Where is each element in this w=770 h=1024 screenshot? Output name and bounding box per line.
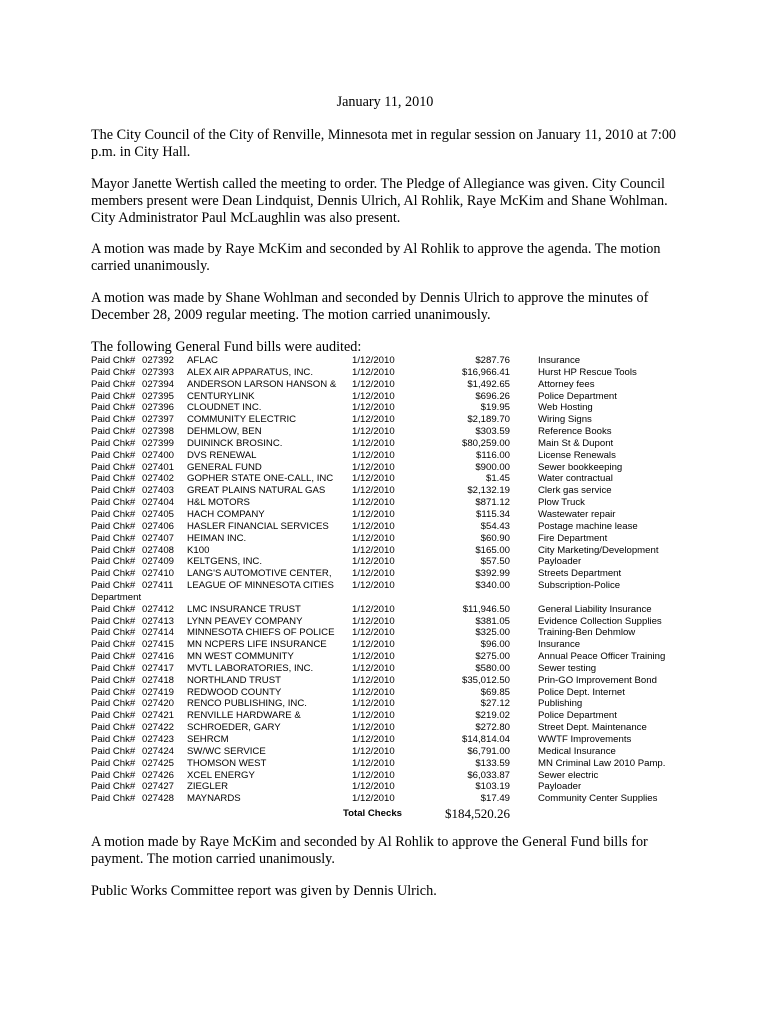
check-description: Streets Department — [538, 568, 622, 580]
check-description: WWTF Improvements — [538, 734, 632, 745]
check-label: Paid Chk# — [91, 615, 136, 627]
table-row — [91, 473, 701, 485]
check-amount: $325.00 — [475, 627, 510, 639]
check-description: Evidence Collection Supplies — [538, 615, 662, 627]
check-description: License Renewals — [538, 449, 616, 461]
check-amount: $57.50 — [480, 556, 510, 568]
check-label: Paid Chk# — [91, 414, 136, 426]
check-amount: $340.00 — [475, 580, 510, 592]
check-number: 027426 — [142, 769, 175, 781]
check-amount: $27.12 — [480, 698, 510, 710]
check-date: 1/12/2010 — [352, 639, 395, 651]
check-amount: $272.80 — [475, 722, 510, 734]
check-date: 1/12/2010 — [352, 603, 395, 615]
vendor-name: MAYNARDS — [187, 793, 241, 805]
check-label: Paid Chk# — [91, 556, 136, 568]
vendor-name: RENCO PUBLISHING, INC. — [187, 698, 307, 710]
check-amount: $900.00 — [475, 461, 510, 473]
check-label: Paid Chk# — [91, 508, 136, 520]
check-number: 027415 — [142, 639, 175, 651]
vendor-name: MVTL LABORATORIES, INC. — [187, 662, 314, 674]
check-date: 1/12/2010 — [352, 485, 395, 497]
check-label: Paid Chk# — [91, 580, 136, 592]
check-date: 1/12/2010 — [352, 698, 395, 710]
vendor-name: SEHRCM — [187, 734, 229, 745]
check-number: 027405 — [142, 508, 175, 520]
check-number: 027402 — [142, 473, 175, 485]
check-date: 1/12/2010 — [352, 745, 395, 757]
check-number: 027411 — [142, 580, 174, 592]
vendor-name: GOPHER STATE ONE-CALL, INC — [187, 473, 334, 485]
check-description: Insurance — [538, 355, 581, 366]
check-amount: $96.00 — [480, 639, 510, 651]
vendor-name: CENTURYLINK — [187, 390, 255, 402]
check-amount: $165.00 — [475, 544, 510, 556]
table-row — [91, 687, 701, 699]
check-number: 027424 — [142, 745, 175, 757]
check-description: Publishing — [538, 698, 583, 710]
table-row — [91, 793, 701, 805]
check-date: 1/12/2010 — [352, 686, 395, 698]
check-date: 1/12/2010 — [352, 390, 395, 402]
check-description: City Marketing/Development — [538, 544, 659, 556]
check-number: 027427 — [142, 781, 175, 793]
check-description: Subscription-Police — [538, 580, 621, 592]
vendor-name: HEIMAN INC. — [187, 532, 247, 544]
check-description: Web Hosting — [538, 402, 593, 414]
vendor-name: ZIEGLER — [187, 781, 229, 793]
check-number: 027410 — [142, 568, 175, 580]
vendor-name: HACH COMPANY — [187, 508, 265, 520]
check-label: Paid Chk# — [91, 757, 136, 769]
check-date: 1/12/2010 — [352, 426, 395, 438]
check-description: Prin-GO Improvement Bond — [538, 674, 657, 686]
check-date: 1/12/2010 — [352, 580, 395, 592]
check-number: 027423 — [142, 734, 175, 745]
vendor-name: COMMUNITY ELECTRIC — [187, 414, 297, 426]
check-number: 027428 — [142, 793, 175, 805]
table-row — [91, 485, 701, 497]
check-number: 027420 — [142, 698, 175, 710]
check-amount: $1,492.65 — [467, 378, 510, 390]
check-date: 1/12/2010 — [352, 355, 395, 366]
check-amount: $303.59 — [475, 426, 510, 438]
check-date: 1/12/2010 — [352, 674, 395, 686]
check-date: 1/12/2010 — [352, 769, 395, 781]
vendor-name: LANG'S AUTOMOTIVE CENTER, — [187, 568, 332, 580]
check-description: MN Criminal Law 2010 Pamp. — [538, 757, 666, 769]
vendor-name: DVS RENEWAL — [187, 449, 257, 461]
check-number: 027404 — [142, 497, 175, 509]
department-wrap-text: Department — [91, 591, 142, 603]
check-description: Attorney fees — [538, 378, 595, 390]
check-date: 1/12/2010 — [352, 449, 395, 461]
table-row — [91, 746, 701, 758]
check-date: 1/12/2010 — [352, 414, 395, 426]
bills-rows-group-a — [91, 355, 701, 592]
check-number: 027400 — [142, 449, 175, 461]
table-row — [91, 545, 701, 557]
check-amount: $2,132.19 — [467, 485, 510, 497]
check-label: Paid Chk# — [91, 461, 136, 473]
check-date: 1/12/2010 — [352, 568, 395, 580]
bills-approval-paragraph: A motion made by Raye McKim and seconded by Al Rohlik to approve the General Fund bills for payment. The motion carried unanimously. — [91, 834, 648, 867]
check-amount: $275.00 — [475, 651, 510, 663]
table-row — [91, 367, 701, 379]
check-description: Community Center Supplies — [538, 793, 658, 805]
check-label: Paid Chk# — [91, 568, 136, 580]
check-label: Paid Chk# — [91, 390, 136, 402]
check-description: Payloader — [538, 556, 582, 568]
check-number: 027422 — [142, 722, 175, 734]
check-label: Paid Chk# — [91, 627, 136, 639]
vendor-name: K100 — [187, 544, 210, 556]
table-row — [91, 710, 701, 722]
table-row — [91, 758, 701, 770]
check-date: 1/12/2010 — [352, 378, 395, 390]
check-description: General Liability Insurance — [538, 603, 652, 615]
check-date: 1/12/2010 — [352, 520, 395, 532]
check-description: Medical Insurance — [538, 745, 616, 757]
check-description: Sewer testing — [538, 662, 597, 674]
check-amount: $871.12 — [475, 497, 510, 509]
opening-paragraph: The City Council of the City of Renville, Minnesota met in regular session on January 11, 2010 at 7:00 p.m. in City Hall. — [91, 127, 677, 160]
check-description: Sewer electric — [538, 769, 599, 781]
check-amount: $35,012.50 — [461, 674, 510, 686]
check-description: Payloader — [538, 781, 582, 793]
check-number: 027425 — [142, 757, 175, 769]
check-amount: $103.19 — [475, 781, 510, 793]
table-row — [91, 734, 701, 746]
vendor-name: DEHMLOW, BEN — [187, 426, 262, 438]
vendor-name: MN NCPERS LIFE INSURANCE — [187, 639, 327, 651]
vendor-name: LMC INSURANCE TRUST — [187, 603, 301, 615]
vendor-name: SCHROEDER, GARY — [187, 722, 281, 734]
check-description: Insurance — [538, 639, 581, 651]
check-number: 027403 — [142, 485, 175, 497]
check-amount: $116.00 — [476, 449, 510, 461]
check-description: Sewer bookkeeping — [538, 461, 623, 473]
table-row — [91, 568, 701, 580]
check-number: 027393 — [142, 366, 175, 378]
vendor-name: XCEL ENERGY — [187, 769, 255, 781]
check-label: Paid Chk# — [91, 544, 136, 556]
check-number: 027408 — [142, 544, 175, 556]
check-number: 027421 — [142, 710, 175, 722]
check-amount: $1.45 — [485, 473, 510, 485]
vendor-name: CLOUDNET INC. — [187, 402, 262, 414]
vendor-name: MN WEST COMMUNITY — [187, 651, 294, 663]
check-description: Police Department — [538, 710, 617, 722]
check-description: Police Dept. Internet — [538, 686, 625, 698]
check-number: 027414 — [142, 627, 175, 639]
vendor-name: REDWOOD COUNTY — [187, 686, 282, 698]
table-row — [91, 770, 701, 782]
vendor-name: AFLAC — [187, 355, 218, 366]
total-checks-label: Total Checks — [343, 808, 403, 820]
check-date: 1/12/2010 — [352, 544, 395, 556]
check-number: 027417 — [142, 662, 175, 674]
vendor-name: ALEX AIR APPARATUS, INC. — [187, 366, 314, 378]
table-row — [91, 663, 701, 675]
check-label: Paid Chk# — [91, 520, 136, 532]
check-amount: $392.99 — [475, 568, 510, 580]
check-amount: $6,791.00 — [467, 745, 510, 757]
check-amount: $80,259.00 — [461, 437, 510, 449]
check-date: 1/12/2010 — [352, 497, 395, 509]
check-label: Paid Chk# — [91, 402, 136, 414]
check-description: Fire Department — [538, 532, 608, 544]
call-to-order-paragraph: Mayor Janette Wertish called the meeting to order. The Pledge of Allegiance was given. City Council members present were Dean Lindquist, Dennis Ulrich, Al Rohlik, Raye McKim and Shane Wohlman. City Administrator Paul McLaughlin was also present. — [91, 176, 668, 226]
check-amount: $69.85 — [480, 686, 510, 698]
check-date: 1/12/2010 — [352, 402, 395, 414]
check-description: Annual Peace Officer Training — [538, 651, 666, 663]
check-description: Street Dept. Maintenance — [538, 722, 647, 734]
check-label: Paid Chk# — [91, 745, 136, 757]
check-number: 027412 — [142, 603, 175, 615]
table-row — [91, 497, 701, 509]
check-amount: $287.76 — [475, 355, 510, 366]
check-date: 1/12/2010 — [352, 556, 395, 568]
check-number: 027419 — [142, 686, 175, 698]
table-row — [91, 462, 701, 474]
check-amount: $60.90 — [480, 532, 510, 544]
public-works-paragraph: Public Works Committee report was given by Dennis Ulrich. — [91, 883, 437, 899]
check-label: Paid Chk# — [91, 603, 136, 615]
check-label: Paid Chk# — [91, 698, 136, 710]
bills-table — [91, 355, 701, 820]
table-row — [91, 604, 701, 616]
check-date: 1/12/2010 — [352, 437, 395, 449]
check-label: Paid Chk# — [91, 366, 136, 378]
agenda-motion-paragraph: A motion was made by Raye McKim and seconded by Al Rohlik to approve the agenda. The motion carried unanimously. — [91, 241, 661, 274]
table-row — [91, 639, 701, 651]
check-number: 027392 — [142, 355, 175, 366]
check-description: Wastewater repair — [538, 508, 616, 520]
check-description: Main St & Dupont — [538, 437, 614, 449]
meeting-date: January 11, 2010 — [336, 94, 434, 110]
check-number: 027413 — [142, 615, 175, 627]
check-date: 1/12/2010 — [352, 662, 395, 674]
check-label: Paid Chk# — [91, 734, 136, 745]
check-label: Paid Chk# — [91, 710, 136, 722]
check-description: Hurst HP Rescue Tools — [538, 366, 637, 378]
check-date: 1/12/2010 — [352, 710, 395, 722]
table-row — [91, 391, 701, 403]
check-amount: $133.59 — [475, 757, 510, 769]
table-row — [91, 379, 701, 391]
check-number: 027418 — [142, 674, 175, 686]
table-row — [91, 355, 701, 367]
bills-intro-paragraph: The following General Fund bills were audited: — [91, 339, 362, 355]
vendor-name: RENVILLE HARDWARE & — [187, 710, 301, 722]
minutes-motion-paragraph: A motion was made by Shane Wohlman and seconded by Dennis Ulrich to approve the minutes of December 28, 2009 regular meeting. The motion carried unanimously. — [91, 290, 649, 323]
table-row — [91, 426, 701, 438]
vendor-name: HASLER FINANCIAL SERVICES — [187, 520, 329, 532]
table-row — [91, 402, 701, 414]
check-label: Paid Chk# — [91, 355, 136, 366]
check-label: Paid Chk# — [91, 378, 136, 390]
check-amount: $6,033.87 — [467, 769, 510, 781]
check-number: 027407 — [142, 532, 175, 544]
vendor-name: KELTGENS, INC. — [187, 556, 262, 568]
table-row — [91, 781, 701, 793]
vendor-name: MINNESOTA CHIEFS OF POLICE — [187, 627, 335, 639]
table-row — [91, 722, 701, 734]
check-label: Paid Chk# — [91, 686, 136, 698]
check-label: Paid Chk# — [91, 437, 136, 449]
check-date: 1/12/2010 — [352, 461, 395, 473]
check-amount: $19.95 — [480, 402, 510, 414]
check-number: 027398 — [142, 426, 175, 438]
check-description: Plow Truck — [538, 497, 585, 509]
check-amount: $2,189.70 — [467, 414, 510, 426]
check-label: Paid Chk# — [91, 781, 136, 793]
check-date: 1/12/2010 — [352, 757, 395, 769]
check-amount: $11,946.50 — [462, 603, 510, 615]
table-row — [91, 616, 701, 628]
table-row — [91, 651, 701, 663]
check-label: Paid Chk# — [91, 532, 136, 544]
vendor-name: SW/WC SERVICE — [187, 745, 266, 757]
check-number: 027394 — [142, 378, 175, 390]
check-amount: $115.34 — [476, 508, 510, 520]
check-number: 027399 — [142, 437, 175, 449]
check-description: Clerk gas service — [538, 485, 612, 497]
check-label: Paid Chk# — [91, 497, 136, 509]
check-date: 1/12/2010 — [352, 734, 395, 745]
check-date: 1/12/2010 — [352, 722, 395, 734]
check-label: Paid Chk# — [91, 662, 136, 674]
vendor-name: NORTHLAND TRUST — [187, 674, 281, 686]
check-label: Paid Chk# — [91, 449, 136, 461]
table-row — [91, 450, 701, 462]
check-amount: $16,966.41 — [461, 366, 510, 378]
check-description: Wiring Signs — [538, 414, 592, 426]
check-number: 027396 — [142, 402, 175, 414]
table-row — [91, 698, 701, 710]
table-row — [91, 675, 701, 687]
table-row — [91, 509, 701, 521]
check-description: Reference Books — [538, 426, 612, 438]
vendor-name: H&L MOTORS — [187, 497, 250, 509]
check-number: 027409 — [142, 556, 175, 568]
check-date: 1/12/2010 — [352, 366, 395, 378]
check-amount: $17.49 — [480, 793, 510, 805]
table-row — [91, 627, 701, 639]
table-row — [91, 580, 701, 592]
check-label: Paid Chk# — [91, 426, 136, 438]
check-amount: $381.05 — [475, 615, 510, 627]
check-amount: $219.02 — [475, 710, 510, 722]
table-row — [91, 414, 701, 426]
check-amount: $580.00 — [475, 662, 510, 674]
vendor-name: GREAT PLAINS NATURAL GAS — [187, 485, 326, 497]
total-checks-row — [91, 806, 701, 820]
check-label: Paid Chk# — [91, 473, 136, 485]
vendor-name: LYNN PEAVEY COMPANY — [187, 615, 303, 627]
check-label: Paid Chk# — [91, 651, 136, 663]
table-row — [91, 438, 701, 450]
check-label: Paid Chk# — [91, 485, 136, 497]
check-amount: $696.26 — [475, 390, 510, 402]
check-date: 1/12/2010 — [352, 651, 395, 663]
check-label: Paid Chk# — [91, 674, 136, 686]
vendor-name: THOMSON WEST — [187, 757, 267, 769]
table-row — [91, 521, 701, 533]
check-date: 1/12/2010 — [352, 781, 395, 793]
check-description: Water contractual — [538, 473, 613, 485]
total-checks-amount: $184,520.26 — [445, 806, 510, 822]
check-date: 1/12/2010 — [352, 793, 395, 805]
check-label: Paid Chk# — [91, 639, 136, 651]
check-number: 027401 — [142, 461, 175, 473]
bills-rows-group-b — [91, 604, 701, 805]
check-description: Postage machine lease — [538, 520, 638, 532]
vendor-name: ANDERSON LARSON HANSON & — [187, 378, 337, 390]
check-number: 027395 — [142, 390, 175, 402]
check-date: 1/12/2010 — [352, 627, 395, 639]
check-amount: $54.43 — [480, 520, 510, 532]
check-number: 027406 — [142, 520, 175, 532]
check-number: 027397 — [142, 414, 175, 426]
vendor-name: GENERAL FUND — [187, 461, 262, 473]
check-amount: $14,814.04 — [461, 734, 510, 745]
check-date: 1/12/2010 — [352, 473, 395, 485]
check-date: 1/12/2010 — [352, 508, 395, 520]
check-label: Paid Chk# — [91, 769, 136, 781]
vendor-name: LEAGUE OF MINNESOTA CITIES — [187, 580, 334, 592]
check-date: 1/12/2010 — [352, 532, 395, 544]
check-label: Paid Chk# — [91, 722, 136, 734]
vendor-name: DUININCK BROSINC. — [187, 437, 283, 449]
table-row — [91, 556, 701, 568]
check-description: Police Department — [538, 390, 617, 402]
check-date: 1/12/2010 — [352, 615, 395, 627]
check-description: Training-Ben Dehmlow — [538, 627, 636, 639]
check-number: 027416 — [142, 651, 175, 663]
table-row — [91, 533, 701, 545]
check-label: Paid Chk# — [91, 793, 136, 805]
